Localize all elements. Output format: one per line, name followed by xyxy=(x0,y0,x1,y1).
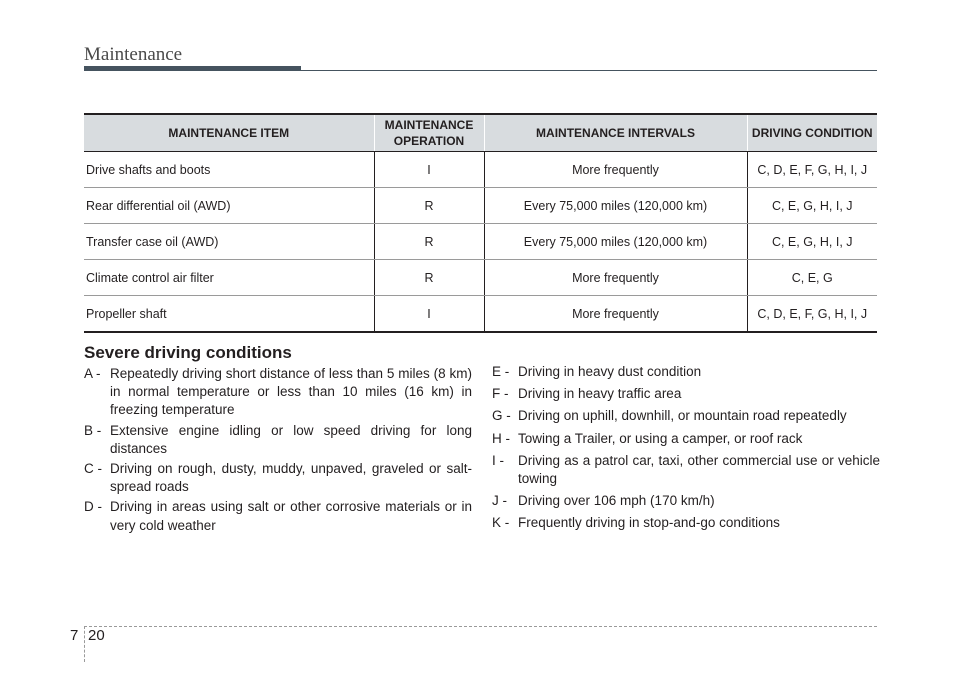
condition-item xyxy=(84,460,472,496)
interval-cell: Every 75,000 miles (120,000 km) xyxy=(484,188,747,224)
severe-conditions-heading: Severe driving conditions xyxy=(84,343,292,362)
condition-letter: C - xyxy=(84,461,102,477)
item-cell: Transfer case oil (AWD) xyxy=(84,224,374,260)
condition-text: Driving over 106 mph (170 km/h) xyxy=(518,493,715,509)
condition-item xyxy=(492,452,880,488)
table-row xyxy=(84,260,877,296)
condition-text: Driving in heavy dust condition xyxy=(518,364,702,379)
conditions-right-column xyxy=(492,363,880,537)
header-maintenance-operation: MAINTENANCE OPERATION xyxy=(374,114,484,152)
condition-text: Driving as a patrol car, taxi, other commercial use or vehicle towing xyxy=(518,452,880,487)
section-title: Maintenance xyxy=(84,44,183,65)
condition-letter: H - xyxy=(492,430,510,446)
condition-item xyxy=(492,492,880,510)
header-rule-thick xyxy=(84,66,301,71)
table-row xyxy=(84,296,877,333)
condition-letter: A - xyxy=(84,366,101,381)
table-row xyxy=(84,224,877,260)
condition-text: Extensive engine idling or low speed driving for long distances xyxy=(110,422,472,456)
condition-cell: C, D, E, F, G, H, I, J xyxy=(747,296,877,333)
condition-item xyxy=(492,385,880,403)
header-maintenance-item: MAINTENANCE ITEM xyxy=(84,114,374,152)
condition-text: Repeatedly driving short distance of less than 5 miles (8 km) in normal temperature or less than 10 miles (16 km) in freezing temperature xyxy=(110,366,472,418)
header-rule-thin xyxy=(301,70,877,71)
maintenance-table xyxy=(84,113,877,333)
operation-cell: I xyxy=(374,152,484,188)
condition-item xyxy=(84,422,472,458)
item-cell: Climate control air filter xyxy=(84,260,374,296)
interval-cell: More frequently xyxy=(484,152,747,188)
condition-letter: E - xyxy=(492,364,510,379)
condition-text: Driving in heavy traffic area xyxy=(518,386,682,402)
item-cell: Drive shafts and boots xyxy=(84,152,374,188)
footer-divider xyxy=(84,626,877,627)
table-row xyxy=(84,152,877,188)
condition-letter: B - xyxy=(84,422,102,438)
table-row xyxy=(84,188,877,224)
operation-cell: R xyxy=(374,260,484,296)
condition-item xyxy=(492,407,880,425)
chapter-number: 7 xyxy=(70,627,79,644)
condition-text: Frequently driving in stop-and-go conditions xyxy=(518,515,780,531)
condition-cell: C, E, G xyxy=(747,260,877,296)
condition-item xyxy=(492,363,880,381)
condition-item xyxy=(492,430,880,448)
condition-item xyxy=(84,365,472,420)
condition-text: Driving on rough, dusty, muddy, unpaved, graveled or salt-spread roads xyxy=(110,461,472,495)
table-header-row xyxy=(84,114,877,152)
item-cell: Propeller shaft xyxy=(84,296,374,333)
condition-letter: F - xyxy=(492,386,509,402)
operation-cell: R xyxy=(374,188,484,224)
condition-cell: C, E, G, H, I, J xyxy=(747,224,877,260)
operation-cell: R xyxy=(374,224,484,260)
page-number: 20 xyxy=(88,627,105,644)
condition-letter: G - xyxy=(492,408,511,424)
conditions-left-column xyxy=(84,365,472,537)
operation-cell: I xyxy=(374,296,484,333)
footer-page-separator xyxy=(84,626,85,662)
condition-letter: K - xyxy=(492,515,510,531)
condition-text: Towing a Trailer, or using a camper, or roof rack xyxy=(518,430,803,446)
header-driving-condition: DRIVING CONDITION xyxy=(747,114,877,152)
condition-text: Driving on uphill, downhill, or mountain road repeatedly xyxy=(518,408,847,424)
interval-cell: Every 75,000 miles (120,000 km) xyxy=(484,224,747,260)
header-maintenance-intervals: MAINTENANCE INTERVALS xyxy=(484,114,747,152)
condition-letter: D - xyxy=(84,499,102,515)
condition-item xyxy=(492,514,880,532)
interval-cell: More frequently xyxy=(484,296,747,333)
item-cell: Rear differential oil (AWD) xyxy=(84,188,374,224)
interval-cell: More frequently xyxy=(484,260,747,296)
condition-cell: C, D, E, F, G, H, I, J xyxy=(747,152,877,188)
condition-item xyxy=(84,498,472,534)
condition-cell: C, E, G, H, I, J xyxy=(747,188,877,224)
condition-text: Driving in areas using salt or other corrosive materials or in very cold weather xyxy=(110,499,472,533)
condition-letter: J - xyxy=(492,493,507,509)
condition-letter: I - xyxy=(492,452,504,468)
